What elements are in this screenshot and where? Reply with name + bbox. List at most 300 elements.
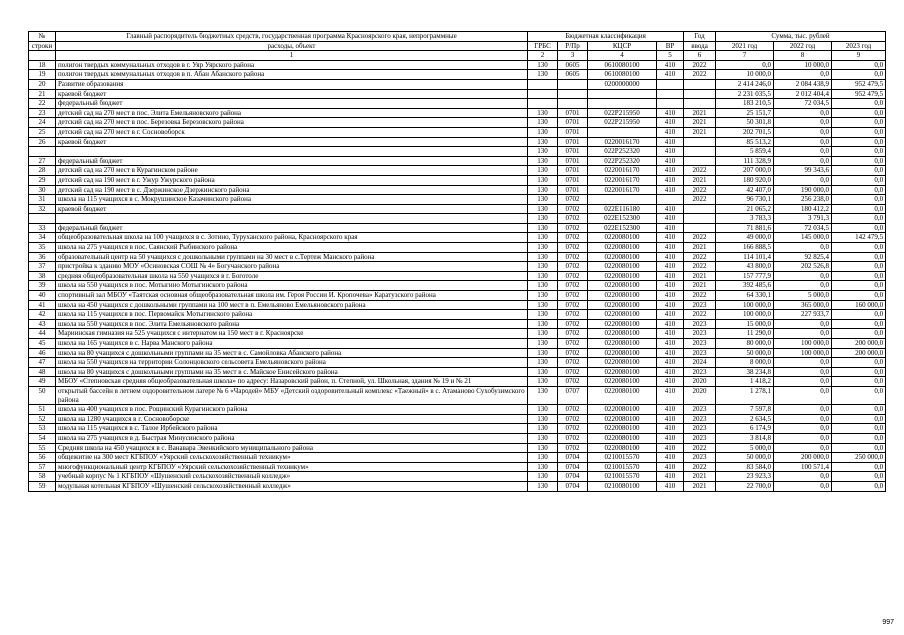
grbs-code: 130 (528, 185, 558, 195)
rpr-code: 0702 (558, 348, 588, 358)
kcsr-code: 0220080100 (588, 433, 657, 443)
table-row (29, 377, 886, 387)
sum-2023: 200 000,0 (832, 339, 886, 349)
sum-2023: 0,0 (832, 223, 886, 233)
kcsr-code: 0220080100 (588, 405, 657, 415)
header-rpr: Р/Пр (558, 41, 588, 51)
sum-2021: 71 881,6 (716, 223, 774, 233)
row-number: 40 (29, 291, 56, 301)
input-year: 2023 (684, 348, 716, 358)
row-number: 33 (29, 223, 56, 233)
sum-2023: 952 479,5 (832, 79, 886, 89)
sum-2022: 0,0 (774, 443, 832, 453)
sum-2022: 0,0 (774, 281, 832, 291)
kcsr-code (588, 195, 657, 205)
rpr-code: 0702 (558, 329, 588, 339)
table-row (29, 156, 886, 166)
row-number: 42 (29, 310, 56, 320)
table-row (29, 386, 886, 404)
object-name: школа на 550 учащихся в пос. Мотыгино Мотыгинского района (56, 281, 528, 291)
sum-2023: 0,0 (832, 462, 886, 472)
grbs-code: 130 (528, 405, 558, 415)
kcsr-code: 022P215950 (588, 108, 657, 118)
row-number: 41 (29, 300, 56, 310)
sum-2021: 15 000,0 (716, 319, 774, 329)
object-name: детский сад на 270 мест в пос. Березовка Березовского района (56, 118, 528, 128)
kcsr-code: 0220080100 (588, 386, 657, 404)
rpr-code: 0701 (558, 175, 588, 185)
object-name: школа на 275 учащихся в пос. Саянский Рыбинского района (56, 243, 528, 253)
rpr-code: 0702 (558, 414, 588, 424)
sum-2023: 0,0 (832, 99, 886, 109)
vr-code: 410 (657, 291, 684, 301)
table-row (29, 281, 886, 291)
object-name: средняя общеобразовательная школа на 550 учащихся в г. Боготоле (56, 271, 528, 281)
sum-2022: 0,0 (774, 386, 832, 404)
colnum-cell: 4 (588, 51, 657, 61)
kcsr-code: 022E152300 (588, 214, 657, 224)
object-name: Мариинская гимназия на 525 учащихся с интернатом на 150 мест в г. Красноярске (56, 329, 528, 339)
sum-2021: 2 634,5 (716, 414, 774, 424)
sum-2021: 22 700,0 (716, 481, 774, 491)
vr-code: 410 (657, 348, 684, 358)
kcsr-code: 022E116180 (588, 204, 657, 214)
table-row (29, 472, 886, 482)
object-name: федеральный бюджет (56, 156, 528, 166)
input-year: 2022 (684, 291, 716, 301)
rpr-code: 0702 (558, 204, 588, 214)
sum-2021: 166 888,5 (716, 243, 774, 253)
sum-2023: 0,0 (832, 443, 886, 453)
sum-2023: 0,0 (832, 433, 886, 443)
object-name: детский сад на 270 мест в пос. Элита Емельяновского района (56, 108, 528, 118)
sum-2021: 49 000,0 (716, 233, 774, 243)
row-number: 48 (29, 367, 56, 377)
grbs-code: 130 (528, 433, 558, 443)
header-name-sub: расходы, объект (56, 41, 528, 51)
sum-2023: 0,0 (832, 243, 886, 253)
rpr-code: 0704 (558, 453, 588, 463)
table-row (29, 453, 886, 463)
vr-code: 410 (657, 339, 684, 349)
colnum-cell: 9 (832, 51, 886, 61)
sum-2022: 0,0 (774, 481, 832, 491)
vr-code: 410 (657, 185, 684, 195)
grbs-code: 130 (528, 156, 558, 166)
vr-code: 410 (657, 137, 684, 147)
input-year: 2023 (684, 414, 716, 424)
rpr-code (558, 89, 588, 99)
sum-2021: 3 783,3 (716, 214, 774, 224)
vr-code: 410 (657, 214, 684, 224)
row-number: 37 (29, 262, 56, 272)
sum-2022: 72 034,5 (774, 223, 832, 233)
input-year: 2021 (684, 108, 716, 118)
sum-2022: 365 000,0 (774, 300, 832, 310)
input-year (684, 99, 716, 109)
sum-2022: 0,0 (774, 358, 832, 368)
sum-2021: 6 174,9 (716, 424, 774, 434)
table-body (29, 60, 886, 491)
object-name: школа на 550 учащихся в пос. Элита Емельяновского района (56, 319, 528, 329)
row-number: 27 (29, 156, 56, 166)
grbs-code: 130 (528, 424, 558, 434)
header-num: № (29, 32, 56, 42)
object-name: полигон твердых коммунальных отходов в п. Абан Абанского района (56, 70, 528, 80)
budget-table (28, 31, 886, 492)
table-row (29, 433, 886, 443)
sum-2021: 43 800,0 (716, 262, 774, 272)
table-row (29, 166, 886, 176)
rpr-code: 0702 (558, 377, 588, 387)
kcsr-code: 0220080100 (588, 310, 657, 320)
sum-2021: 392 485,6 (716, 281, 774, 291)
rpr-code: 0701 (558, 156, 588, 166)
input-year (684, 79, 716, 89)
input-year: 2020 (684, 386, 716, 404)
object-name: школа на 115 учащихся в пос. Первомайск Мотыгинского района (56, 310, 528, 320)
vr-code: 410 (657, 358, 684, 368)
table-row (29, 424, 886, 434)
table-row (29, 291, 886, 301)
sum-2023: 0,0 (832, 414, 886, 424)
kcsr-code: 0610080100 (588, 70, 657, 80)
row-number: 44 (29, 329, 56, 339)
sum-2021: 10 000,0 (716, 70, 774, 80)
row-number: 28 (29, 166, 56, 176)
kcsr-code: 0220080100 (588, 414, 657, 424)
sum-2023: 0,0 (832, 108, 886, 118)
sum-2022: 0,0 (774, 433, 832, 443)
table-row (29, 358, 886, 368)
grbs-code: 130 (528, 166, 558, 176)
grbs-code: 130 (528, 329, 558, 339)
object-name: спортивный зал МБОУ «Таятская основная общеобразовательная школа им. Героя России И. Кропочева» Каратузского района (56, 291, 528, 301)
input-year: 2022 (684, 233, 716, 243)
input-year (684, 156, 716, 166)
input-year: 2021 (684, 472, 716, 482)
vr-code (657, 99, 684, 109)
rpr-code: 0605 (558, 70, 588, 80)
table-row (29, 271, 886, 281)
kcsr-code: 0210015570 (588, 472, 657, 482)
sum-2023: 952 479,5 (832, 89, 886, 99)
object-name: краевой бюджет (56, 137, 528, 147)
row-number (29, 147, 56, 157)
rpr-code (558, 99, 588, 109)
rpr-code: 0701 (558, 137, 588, 147)
table-row (29, 367, 886, 377)
sum-2021: 1 418,2 (716, 377, 774, 387)
table-row (29, 89, 886, 99)
vr-code: 410 (657, 60, 684, 70)
sum-2022: 0,0 (774, 377, 832, 387)
row-number: 34 (29, 233, 56, 243)
sum-2021: 38 234,8 (716, 367, 774, 377)
object-name: школа на 115 учащихся в с. Мокрушинское Казачинского района (56, 195, 528, 205)
rpr-code: 0702 (558, 195, 588, 205)
object-name: федеральный бюджет (56, 223, 528, 233)
table-row (29, 481, 886, 491)
table-row (29, 223, 886, 233)
sum-2023: 0,0 (832, 281, 886, 291)
row-number: 31 (29, 195, 56, 205)
object-name: школа на 115 учащихся в с. Талое Ирбейского района (56, 424, 528, 434)
kcsr-code: 0220080100 (588, 281, 657, 291)
row-number: 20 (29, 79, 56, 89)
vr-code: 410 (657, 319, 684, 329)
colnum-cell: 1 (56, 51, 528, 61)
sum-2023: 0,0 (832, 291, 886, 301)
rpr-code: 0702 (558, 262, 588, 272)
grbs-code: 130 (528, 252, 558, 262)
table-row (29, 204, 886, 214)
sum-2022: 0,0 (774, 137, 832, 147)
input-year: 2020 (684, 377, 716, 387)
sum-2021: 202 701,5 (716, 127, 774, 137)
sum-2022: 202 526,8 (774, 262, 832, 272)
sum-2022: 227 933,7 (774, 310, 832, 320)
sum-2022: 100 000,0 (774, 348, 832, 358)
kcsr-code: 0220080100 (588, 377, 657, 387)
sum-2022: 0,0 (774, 70, 832, 80)
rpr-code: 0701 (558, 118, 588, 128)
object-name: полигон твердых коммунальных отходов в г. Уяр Уярского района (56, 60, 528, 70)
rpr-code: 0702 (558, 424, 588, 434)
object-name (56, 214, 528, 224)
input-year: 2023 (684, 424, 716, 434)
input-year: 2023 (684, 339, 716, 349)
object-name: открытый бассейн в летнем оздоровительном лагере № 6 «Чародей» МБУ «Детский оздоровительный комплекс «Таежный» в с. Атаманово Сухобузимского района (56, 386, 528, 404)
row-number: 35 (29, 243, 56, 253)
input-year: 2021 (684, 127, 716, 137)
sum-2021: 1 278,1 (716, 386, 774, 404)
grbs-code: 130 (528, 60, 558, 70)
object-name: Средняя школа на 450 учащихся в с. Ванавара Эвенкийского муниципального района (56, 443, 528, 453)
kcsr-code: 0220080100 (588, 358, 657, 368)
sum-2022: 92 825,4 (774, 252, 832, 262)
sum-2022: 0,0 (774, 147, 832, 157)
table-row (29, 405, 886, 415)
sum-2023: 0,0 (832, 405, 886, 415)
grbs-code: 130 (528, 319, 558, 329)
kcsr-code: 0220080100 (588, 243, 657, 253)
row-number: 19 (29, 70, 56, 80)
sum-2022: 0,0 (774, 127, 832, 137)
input-year: 2021 (684, 175, 716, 185)
grbs-code: 130 (528, 310, 558, 320)
sum-2021: 50 000,0 (716, 348, 774, 358)
row-number: 52 (29, 414, 56, 424)
table-row (29, 348, 886, 358)
kcsr-code: 0220016170 (588, 175, 657, 185)
row-number: 39 (29, 281, 56, 291)
sum-2023: 0,0 (832, 195, 886, 205)
object-name: школа на 450 учащихся с дошкольными группами на 100 мест в п. Емельяново Емельяновского района (56, 300, 528, 310)
table-row (29, 137, 886, 147)
grbs-code: 130 (528, 223, 558, 233)
header-kcsr: КЦСР (588, 41, 657, 51)
object-name: школа на 80 учащихся с дошкольными группами на 35 мест в с. Самойловка Абанского района (56, 348, 528, 358)
sum-2022: 10 000,0 (774, 60, 832, 70)
kcsr-code: 022P215950 (588, 118, 657, 128)
sum-2023: 0,0 (832, 262, 886, 272)
rpr-code: 0701 (558, 185, 588, 195)
table-row (29, 262, 886, 272)
sum-2021: 8 000,0 (716, 358, 774, 368)
sum-2022: 100 000,0 (774, 339, 832, 349)
row-number: 45 (29, 339, 56, 349)
object-name: школа на 165 учащихся в с. Нарва Манского района (56, 339, 528, 349)
vr-code (657, 79, 684, 89)
table-row (29, 195, 886, 205)
colnum-cell: 8 (774, 51, 832, 61)
object-name: школа на 400 учащихся в пос. Рощинский Курагинского района (56, 405, 528, 415)
sum-2022: 0,0 (774, 271, 832, 281)
grbs-code: 130 (528, 291, 558, 301)
row-number: 59 (29, 481, 56, 491)
object-name: учебный корпус № 1 КГБПОУ «Шушенский сельскохозяйственный колледж» (56, 472, 528, 482)
vr-code: 410 (657, 243, 684, 253)
header-vr: ВР (657, 41, 684, 51)
sum-2022: 180 412,2 (774, 204, 832, 214)
table-row (29, 300, 886, 310)
table-row (29, 462, 886, 472)
kcsr-code: 022P252320 (588, 156, 657, 166)
sum-2023: 0,0 (832, 329, 886, 339)
sum-2023: 0,0 (832, 166, 886, 176)
input-year: 2022 (684, 60, 716, 70)
sum-2023: 0,0 (832, 60, 886, 70)
sum-2021: 7 597,8 (716, 405, 774, 415)
vr-code: 410 (657, 262, 684, 272)
input-year: 2024 (684, 358, 716, 368)
input-year: 2023 (684, 367, 716, 377)
kcsr-code: 0220080100 (588, 319, 657, 329)
sum-2023: 0,0 (832, 367, 886, 377)
table-row (29, 60, 886, 70)
sum-2022: 99 343,6 (774, 166, 832, 176)
sum-2021: 50 301,8 (716, 118, 774, 128)
sum-2023: 0,0 (832, 118, 886, 128)
kcsr-code (588, 89, 657, 99)
input-year: 2022 (684, 443, 716, 453)
table-row (29, 243, 886, 253)
row-number: 46 (29, 348, 56, 358)
row-number (29, 214, 56, 224)
sum-2021: 83 584,0 (716, 462, 774, 472)
kcsr-code: 0220080100 (588, 443, 657, 453)
sum-2021: 50 000,0 (716, 453, 774, 463)
object-name: МБОУ «Степновская средняя общеобразовательная школа» по адресу: Назаровский район, п. Степной, ул. Школьная, здания № 19 и № 21 (56, 377, 528, 387)
grbs-code: 130 (528, 195, 558, 205)
table-row (29, 108, 886, 118)
input-year: 2022 (684, 195, 716, 205)
object-name: школа на 1280 учащихся в г. Сосновоборске (56, 414, 528, 424)
row-number: 18 (29, 60, 56, 70)
sum-2021: 2 414 246,0 (716, 79, 774, 89)
rpr-code: 0702 (558, 233, 588, 243)
kcsr-code: 0220080100 (588, 367, 657, 377)
table-row (29, 329, 886, 339)
grbs-code: 130 (528, 443, 558, 453)
object-name: детский сад на 270 мест в г. Сосновоборск (56, 127, 528, 137)
grbs-code: 130 (528, 414, 558, 424)
sum-2023: 0,0 (832, 310, 886, 320)
grbs-code (528, 99, 558, 109)
sum-2021: 21 065,2 (716, 204, 774, 214)
table-row (29, 185, 886, 195)
sum-2023: 0,0 (832, 214, 886, 224)
rpr-code: 0701 (558, 147, 588, 157)
sum-2021: 100 000,0 (716, 300, 774, 310)
grbs-code: 130 (528, 118, 558, 128)
grbs-code (528, 89, 558, 99)
object-name: Развитие образования (56, 79, 528, 89)
vr-code: 410 (657, 377, 684, 387)
rpr-code: 0702 (558, 214, 588, 224)
kcsr-code: 0220016170 (588, 137, 657, 147)
sum-2022: 2 012 404,4 (774, 89, 832, 99)
rpr-code: 0702 (558, 319, 588, 329)
object-name: детский сад на 270 мест в Курагинском районе (56, 166, 528, 176)
kcsr-code: 022P252320 (588, 147, 657, 157)
sum-2022: 200 000,0 (774, 453, 832, 463)
grbs-code: 130 (528, 147, 558, 157)
header-row-1 (29, 32, 886, 42)
object-name: школа на 80 учащихся с дошкольными группами на 35 мест в с. Майское Енисейского района (56, 367, 528, 377)
sum-2022: 0,0 (774, 118, 832, 128)
table-row (29, 70, 886, 80)
table-row (29, 79, 886, 89)
vr-code: 410 (657, 414, 684, 424)
sum-2023: 0,0 (832, 472, 886, 482)
vr-code: 410 (657, 453, 684, 463)
table-row (29, 127, 886, 137)
input-year: 2023 (684, 329, 716, 339)
sum-2022: 2 084 438,9 (774, 79, 832, 89)
vr-code: 410 (657, 443, 684, 453)
input-year (684, 147, 716, 157)
grbs-code (528, 79, 558, 89)
rpr-code: 0702 (558, 405, 588, 415)
grbs-code: 130 (528, 472, 558, 482)
colnum-cell: 6 (684, 51, 716, 61)
sum-2021: 114 101,4 (716, 252, 774, 262)
grbs-code: 130 (528, 70, 558, 80)
sum-2021: 42 407,0 (716, 185, 774, 195)
sum-2021: 157 777,9 (716, 271, 774, 281)
sum-2023: 0,0 (832, 252, 886, 262)
input-year: 2021 (684, 281, 716, 291)
sum-2022: 0,0 (774, 243, 832, 253)
page-number: 997 (882, 619, 894, 626)
sum-2022: 5 000,0 (774, 291, 832, 301)
kcsr-code: 0220080100 (588, 329, 657, 339)
row-number: 53 (29, 424, 56, 434)
input-year: 2021 (684, 271, 716, 281)
vr-code: 410 (657, 204, 684, 214)
rpr-code: 0702 (558, 443, 588, 453)
sum-2023: 0,0 (832, 185, 886, 195)
input-year: 2022 (684, 166, 716, 176)
rpr-code: 0704 (558, 462, 588, 472)
grbs-code: 130 (528, 462, 558, 472)
input-year: 2023 (684, 453, 716, 463)
object-name: пристройка к зданию МОУ «Осиновская СОШ № 4» Богучанского района (56, 262, 528, 272)
input-year: 2023 (684, 433, 716, 443)
kcsr-code: 0220080100 (588, 348, 657, 358)
